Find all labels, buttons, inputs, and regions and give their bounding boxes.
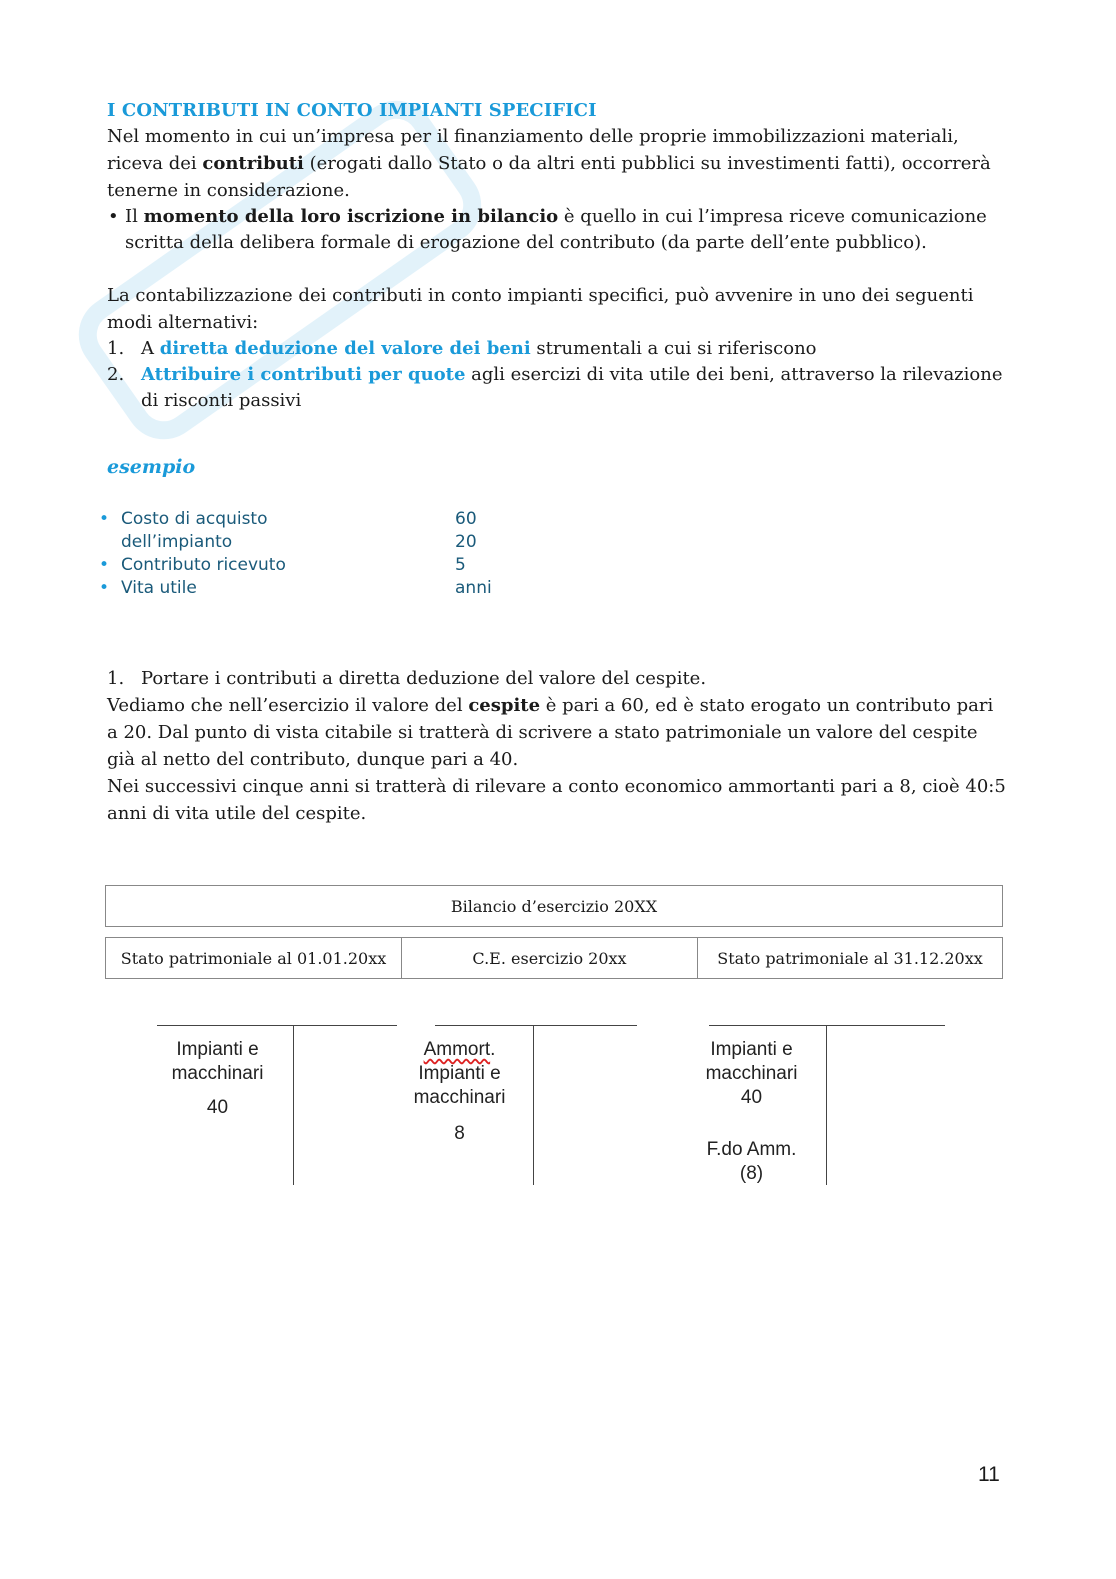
- account-name: macchinari: [171, 1063, 264, 1084]
- account-value: 40: [206, 1097, 229, 1118]
- col-ce: C.E. esercizio 20xx: [402, 938, 698, 979]
- bilancio-header-table: [105, 885, 1003, 927]
- example-label: • Vita utile: [99, 577, 419, 600]
- example-value: 20: [455, 532, 477, 552]
- paragraph-cespite: Vediamo che nell’esercizio il valore del cespite è pari a 60, ed è stato erogato un contributo pari a 20. Dal punto di vista citabile si tratterà di scrivere a stato patrimoniale un valore del cespite già al netto del contributo, dunque pari a 40.: [107, 695, 994, 770]
- account-value: 8: [454, 1123, 465, 1144]
- example-list: [107, 508, 1007, 604]
- page-number: 11: [978, 1463, 1000, 1486]
- t-accounts: Impianti e macchinari 40 Ammort. Impianti e macchinari 8 Impianti e macchinari 40 F.do Amm. (8): [0, 1024, 1116, 1194]
- paragraph-ammortamento: Nei successivi cinque anni si tratterà di rilevare a conto economico ammortanti pari a 8, cioè 40:5 anni di vita utile del cespite.: [107, 776, 1006, 824]
- method-2: 2. Attribuire i contributi per quote agli esercizi di vita utile dei beni, attraverso la rilevazione di risconti passivi: [107, 364, 1003, 411]
- account-name: macchinari: [413, 1087, 506, 1108]
- account-name: Impianti e: [176, 1039, 259, 1060]
- col-sp-iniziale: Stato patrimoniale al 01.01.20xx: [106, 938, 402, 979]
- col-sp-finale: Stato patrimoniale al 31.12.20xx: [698, 938, 1003, 979]
- step-1: 1. Portare i contributi a diretta deduzione del valore del cespite.: [107, 668, 707, 689]
- bullet-iscrizione: • Il momento della loro iscrizione in bilancio è quello in cui l’impresa riceve comunicazione scritta della delibera formale di erogazione del contributo (da parte dell’ente pubblico).: [107, 204, 1007, 256]
- intro-paragraph: Nel momento in cui un’impresa per il finanziamento delle proprie immobilizzazioni materiali, riceva dei contributi (erogati dallo Stato o da altri enti pubblici su investimenti fatti), occorrerà tenerne in considerazione.: [107, 126, 991, 201]
- example-label: • Costo di acquisto: [99, 508, 419, 531]
- section-title: I CONTRIBUTI IN CONTO IMPIANTI SPECIFICI: [107, 100, 597, 121]
- main-content: [107, 100, 1007, 827]
- account-name: Ammort: [423, 1039, 491, 1060]
- example-label: dell’impianto: [121, 532, 233, 552]
- fondo-label: F.do Amm.: [706, 1139, 797, 1160]
- example-label: • Contributo ricevuto: [99, 554, 419, 577]
- example-value: 5: [455, 555, 466, 575]
- methods-intro: La contabilizzazione dei contributi in conto impianti specifici, può avvenire in uno dei seguenti modi alternativi:: [107, 285, 974, 333]
- account-name: macchinari: [705, 1063, 798, 1084]
- example-value: anni: [455, 578, 492, 598]
- method-1: 1. A diretta deduzione del valore dei beni strumentali a cui si riferiscono: [107, 338, 817, 359]
- bilancio-columns-table: [105, 937, 1003, 979]
- example-value: 60: [455, 509, 477, 529]
- account-name: Impianti e: [710, 1039, 793, 1060]
- example-title: esempio: [107, 456, 196, 478]
- fondo-value: (8): [739, 1163, 764, 1184]
- account-value: 40: [740, 1087, 763, 1108]
- bilancio-title: Bilancio d’esercizio 20XX: [106, 886, 1003, 927]
- account-name: Impianti e: [418, 1063, 501, 1084]
